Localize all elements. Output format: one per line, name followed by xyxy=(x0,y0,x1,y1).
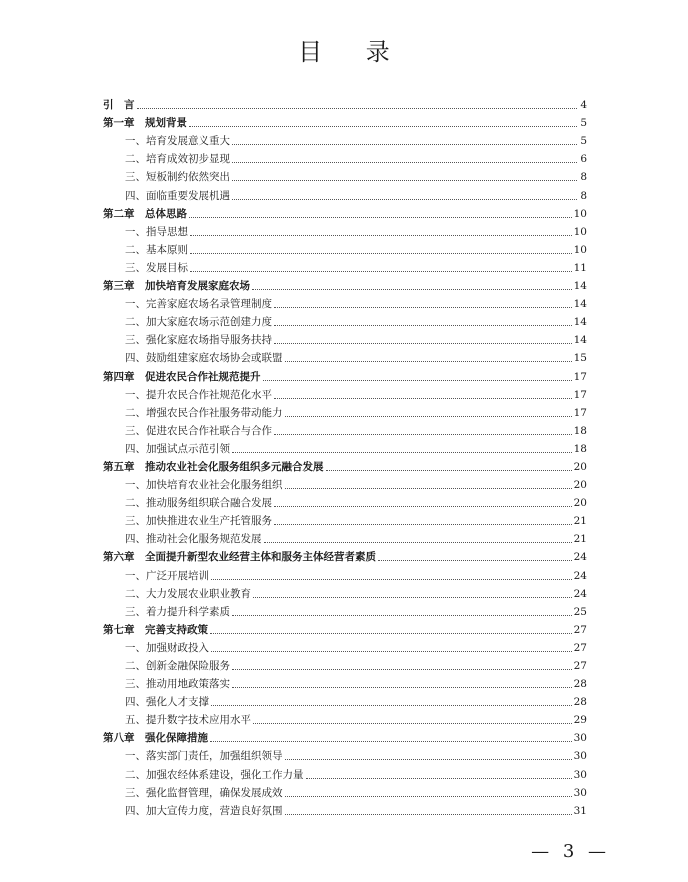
toc-entry-label: 四、加大宣传力度，营造良好氛围 xyxy=(125,804,283,817)
toc-section-entry xyxy=(103,673,587,691)
toc-entry-page-number: 14 xyxy=(573,298,587,311)
toc-entry-label: 三、促进农民合作社联合与合作 xyxy=(125,424,272,437)
toc-entry-page-number: 30 xyxy=(573,768,587,781)
toc-chapter-entry xyxy=(103,727,587,745)
toc-section-entry xyxy=(103,130,587,148)
toc-entry-page-number: 20 xyxy=(573,497,587,510)
dot-leader xyxy=(274,343,572,344)
toc-entry-page-number: 28 xyxy=(573,678,587,691)
toc-chapter-entry xyxy=(103,365,587,383)
toc-chapter-entry xyxy=(103,546,587,564)
toc-section-entry xyxy=(103,655,587,673)
dot-leader xyxy=(264,542,572,543)
toc-entry-page-number: 10 xyxy=(573,243,587,256)
dot-leader xyxy=(232,615,572,616)
dot-leader xyxy=(274,398,572,399)
toc-entry-page-number: 17 xyxy=(573,388,587,401)
toc-chapter-entry xyxy=(103,112,587,130)
toc-entry-page-number: 24 xyxy=(573,551,587,564)
toc-entry-label: 二、增强农民合作社服务带动能力 xyxy=(125,406,283,419)
toc-entry-label: 一、指导思想 xyxy=(125,225,188,238)
toc-section-entry xyxy=(103,583,587,601)
toc-entry-label: 第八章 强化保障措施 xyxy=(103,732,208,745)
dot-leader xyxy=(211,579,572,580)
toc-section-entry xyxy=(103,438,587,456)
dot-leader xyxy=(210,633,572,634)
dot-leader xyxy=(232,199,577,200)
dot-leader xyxy=(252,289,572,290)
toc-entry-page-number: 11 xyxy=(573,261,587,274)
toc-section-entry xyxy=(103,745,587,763)
toc-section-entry xyxy=(103,384,587,402)
toc-entry-label: 一、广泛开展培训 xyxy=(125,569,209,582)
toc-section-entry xyxy=(103,239,587,257)
toc-section-entry xyxy=(103,601,587,619)
toc-entry-label: 一、加强财政投入 xyxy=(125,641,209,654)
toc-entry-label: 四、加强试点示范引领 xyxy=(125,442,230,455)
dot-leader xyxy=(285,759,572,760)
dot-leader xyxy=(274,325,572,326)
toc-section-entry xyxy=(103,347,587,365)
toc-entry-page-number: 18 xyxy=(573,424,587,437)
dot-leader xyxy=(285,488,572,489)
toc-chapter-entry xyxy=(103,275,587,293)
dot-leader xyxy=(232,452,572,453)
toc-entry-label: 二、大力发展农业职业教育 xyxy=(125,587,251,600)
toc-entry-page-number: 5 xyxy=(580,117,587,130)
toc-entry-label: 三、强化家庭农场指导服务扶持 xyxy=(125,334,272,347)
toc-entry-page-number: 14 xyxy=(573,316,587,329)
toc-entry-label: 三、强化监督管理，确保发展成效 xyxy=(125,786,283,799)
toc-section-entry xyxy=(103,800,587,818)
toc-entry-page-number: 24 xyxy=(573,587,587,600)
toc-entry-label: 第三章 加快培育发展家庭农场 xyxy=(103,280,250,293)
toc-entry-page-number: 15 xyxy=(573,352,587,365)
toc-entry-label: 四、推动社会化服务规范发展 xyxy=(125,533,262,546)
toc-entry-page-number: 30 xyxy=(573,786,587,799)
toc-entry-label: 第二章 总体思路 xyxy=(103,207,187,220)
toc-entry-page-number: 27 xyxy=(573,641,587,654)
toc-entry-label: 一、完善家庭农场名录管理制度 xyxy=(125,298,272,311)
toc-section-entry xyxy=(103,221,587,239)
toc-entry-label: 二、培育成效初步显现 xyxy=(125,153,230,166)
toc-entry-label: 第七章 完善支持政策 xyxy=(103,623,208,636)
toc-entry-label: 三、短板制约依然突出 xyxy=(125,171,230,184)
dot-leader xyxy=(274,506,572,507)
toc-section-entry xyxy=(103,311,587,329)
dot-leader xyxy=(306,778,572,779)
toc-entry-label: 一、培育发展意义重大 xyxy=(125,135,230,148)
table-of-contents xyxy=(103,94,587,818)
toc-entry-page-number: 8 xyxy=(580,189,587,202)
page-title: 目 录 xyxy=(298,38,408,66)
dot-leader xyxy=(274,434,572,435)
toc-section-entry xyxy=(103,293,587,311)
toc-entry-page-number: 30 xyxy=(573,750,587,763)
dot-leader xyxy=(232,669,572,670)
toc-entry-page-number: 28 xyxy=(573,696,587,709)
toc-entry-label: 四、强化人才支撑 xyxy=(125,696,209,709)
dot-leader xyxy=(326,470,572,471)
dot-leader xyxy=(274,307,572,308)
page-number-footer: — 3 — xyxy=(531,841,610,862)
toc-entry-label: 一、提升农民合作社规范化水平 xyxy=(125,388,272,401)
toc-section-entry xyxy=(103,184,587,202)
toc-section-entry xyxy=(103,763,587,781)
dot-leader xyxy=(232,687,572,688)
toc-entry-page-number: 8 xyxy=(580,171,587,184)
toc-section-entry xyxy=(103,691,587,709)
toc-section-entry xyxy=(103,528,587,546)
toc-entry-page-number: 29 xyxy=(573,714,587,727)
toc-entry-page-number: 27 xyxy=(573,660,587,672)
toc-entry-page-number: 14 xyxy=(573,280,587,293)
toc-entry-label: 二、创新金融保险服务 xyxy=(125,660,230,672)
toc-entry-label: 三、推动用地政策落实 xyxy=(125,678,230,691)
dot-leader xyxy=(285,416,572,417)
dot-leader xyxy=(190,235,572,236)
toc-entry-page-number: 20 xyxy=(573,460,587,473)
toc-entry-label: 三、加快推进农业生产托管服务 xyxy=(125,515,272,528)
toc-entry-page-number: 17 xyxy=(573,370,587,383)
toc-section-entry xyxy=(103,329,587,347)
toc-entry-label: 二、加大家庭农场示范创建力度 xyxy=(125,316,272,329)
toc-section-entry xyxy=(103,637,587,655)
toc-chapter-entry xyxy=(103,619,587,637)
toc-section-entry xyxy=(103,420,587,438)
dot-leader xyxy=(210,741,572,742)
toc-entry-page-number: 27 xyxy=(573,623,587,636)
dot-leader xyxy=(378,560,572,561)
toc-entry-label: 四、面临重要发展机遇 xyxy=(125,189,230,202)
toc-chapter-entry xyxy=(103,94,587,112)
dot-leader xyxy=(274,524,572,525)
toc-entry-label: 二、基本原则 xyxy=(125,243,188,256)
toc-chapter-entry xyxy=(103,203,587,221)
toc-entry-label: 四、鼓励组建家庭农场协会或联盟 xyxy=(125,352,283,365)
toc-section-entry xyxy=(103,257,587,275)
toc-entry-page-number: 20 xyxy=(573,479,587,492)
toc-entry-page-number: 4 xyxy=(580,99,587,112)
toc-entry-label: 第六章 全面提升新型农业经营主体和服务主体经营者素质 xyxy=(103,551,376,564)
dot-leader xyxy=(190,271,572,272)
toc-section-entry xyxy=(103,148,587,166)
toc-entry-label: 二、推动服务组织联合融合发展 xyxy=(125,497,272,510)
toc-entry-page-number: 25 xyxy=(573,605,587,618)
toc-entry-page-number: 31 xyxy=(573,804,587,817)
toc-entry-page-number: 21 xyxy=(573,515,587,528)
dot-leader xyxy=(211,651,572,652)
toc-entry-page-number: 17 xyxy=(573,406,587,419)
toc-entry-label: 一、落实部门责任，加强组织领导 xyxy=(125,750,283,763)
dot-leader xyxy=(211,705,572,706)
toc-entry-page-number: 14 xyxy=(573,334,587,347)
toc-entry-label: 五、提升数字技术应用水平 xyxy=(125,714,251,727)
dot-leader xyxy=(232,162,577,163)
toc-section-entry xyxy=(103,782,587,800)
toc-section-entry xyxy=(103,166,587,184)
toc-entry-page-number: 18 xyxy=(573,442,587,455)
dot-leader xyxy=(189,217,572,218)
dot-leader xyxy=(232,180,577,181)
toc-entry-page-number: 24 xyxy=(573,569,587,582)
dot-leader xyxy=(253,723,572,724)
dot-leader xyxy=(189,126,577,127)
toc-entry-page-number: 21 xyxy=(573,533,587,546)
toc-entry-label: 三、着力提升科学素质 xyxy=(125,605,230,618)
dot-leader xyxy=(253,597,572,598)
toc-entry-label: 引 言 xyxy=(103,99,135,112)
toc-entry-label: 二、加强农经体系建设，强化工作力量 xyxy=(125,768,304,781)
dot-leader xyxy=(263,380,572,381)
toc-entry-label: 第四章 促进农民合作社规范提升 xyxy=(103,370,261,383)
dot-leader xyxy=(285,361,572,362)
dot-leader xyxy=(232,144,577,145)
dot-leader xyxy=(137,108,578,109)
dot-leader xyxy=(285,814,572,815)
dot-leader xyxy=(285,796,572,797)
toc-entry-label: 第五章 推动农业社会化服务组织多元融合发展 xyxy=(103,460,324,473)
toc-section-entry xyxy=(103,492,587,510)
toc-section-entry xyxy=(103,564,587,582)
toc-entry-page-number: 10 xyxy=(573,207,587,220)
toc-entry-page-number: 6 xyxy=(580,153,587,166)
toc-entry-page-number: 30 xyxy=(573,732,587,745)
dot-leader xyxy=(190,253,572,254)
toc-entry-page-number: 10 xyxy=(573,225,587,238)
toc-entry-label: 第一章 规划背景 xyxy=(103,117,187,130)
toc-section-entry xyxy=(103,709,587,727)
toc-entry-page-number: 5 xyxy=(580,135,587,148)
toc-section-entry xyxy=(103,474,587,492)
toc-section-entry xyxy=(103,402,587,420)
toc-entry-label: 三、发展目标 xyxy=(125,261,188,274)
toc-entry-label: 一、加快培育农业社会化服务组织 xyxy=(125,479,283,492)
toc-section-entry xyxy=(103,510,587,528)
toc-chapter-entry xyxy=(103,456,587,474)
